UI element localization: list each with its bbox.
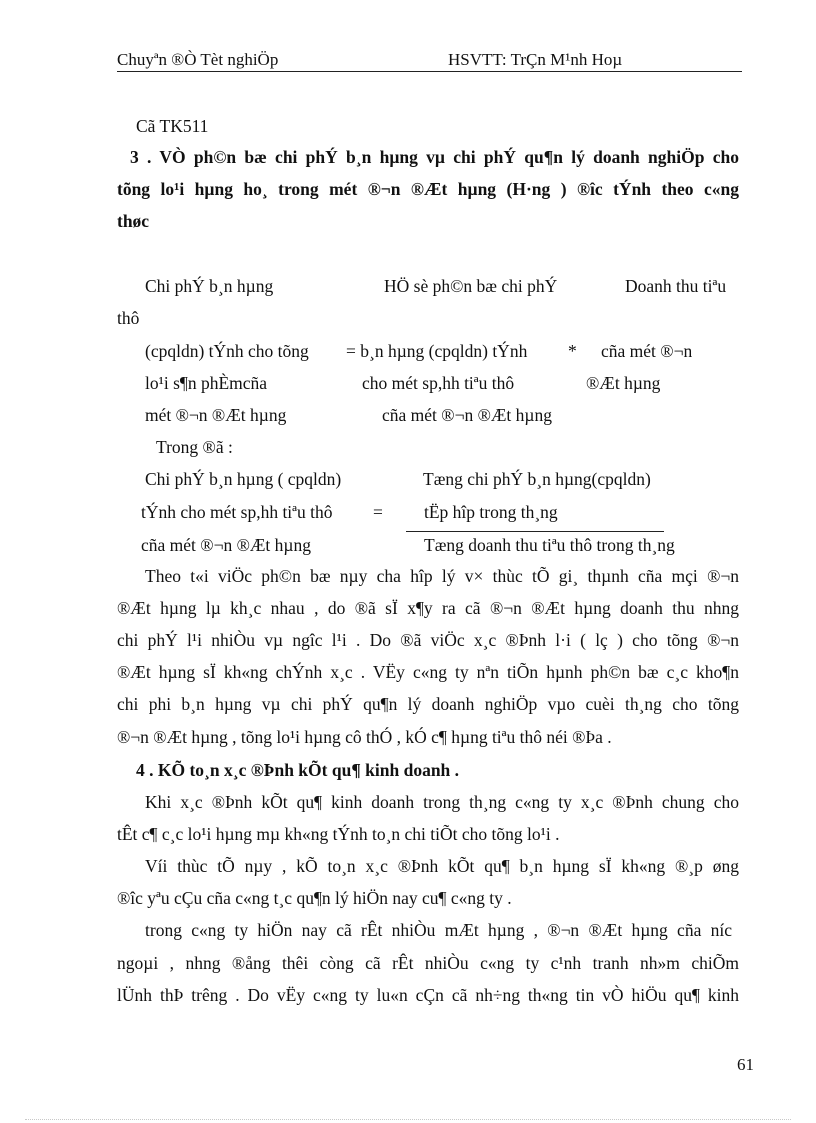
formula-term-2b: = b¸n hµng (cpqldn) tÝnh <box>346 341 528 361</box>
section-3-heading-line3: thøc <box>117 211 150 231</box>
section-4-heading: 4 . KÕ to¸n x¸c ®Þnh kÕt qu¶ kinh doanh . <box>136 760 460 780</box>
formula-term-1b: (cpqldn) tÝnh cho tõng <box>145 341 309 361</box>
def-denominator: Tæng doanh thu tiªu thô trong th¸ng <box>424 535 675 555</box>
paragraph-line: ngoµi , nhng ®ång thêi còng cã rÊt nhiÒu c«ng ty c¹nh tranh nh»m chiÕm <box>117 953 739 973</box>
paragraph-line: Víi thùc tÕ nµy , kÕ to¸n x¸c ®Þnh kÕt qu¶ b¸n hµng sÏ kh«ng ®¸p øng <box>145 856 739 876</box>
def-numerator-1: Tæng chi phÝ b¸n hµng(cpqldn) <box>423 469 651 489</box>
def-equals: = <box>373 502 383 522</box>
formula-term-2a: HÖ sè ph©n bæ chi phÝ <box>384 276 558 296</box>
page-bottom-divider <box>25 1119 791 1120</box>
formula-term-3a-cont: thô <box>117 308 140 328</box>
where-label: Trong ®ã : <box>156 437 233 457</box>
section-3-heading-line2: tõng lo¹i hµng ho¸ trong mét ®¬n ®Æt hµng (H·ng ) ®îc tÝnh theo c«ng <box>117 179 739 199</box>
paragraph-line: chi phÝ l¹i nhiÒu vµ ngîc l¹i . Do ®ã viÖc x¸c ®Þnh l·i ( lç ) cho tõng ®¬n <box>117 630 739 650</box>
header-rule <box>117 71 742 72</box>
def-left-1: Chi phÝ b¸n hµng ( cpqldn) <box>145 469 342 489</box>
paragraph-line: chi phi b¸n hµng vµ chi phÝ qu¶n lý doanh nghiÖp vµo cuèi th¸ng cho tõng <box>117 694 739 714</box>
formula-term-3b: cña mét ®¬n <box>601 341 693 361</box>
formula-term-3a: Doanh thu tiªu <box>625 276 727 296</box>
def-numerator-2: tËp hîp trong th¸ng <box>424 502 558 522</box>
formula-term-1c: lo¹i s¶n phÈmcña <box>145 373 268 393</box>
paragraph-line: ®îc yªu cÇu cña c«ng t¸c qu¶n lý hiÖn nay cu¶ c«ng ty . <box>117 888 512 908</box>
formula-term-2c: cho mét sp,hh tiªu thô <box>362 373 515 393</box>
section-3-heading: 3 . VÒ ph©n bæ chi phÝ b¸n hµng vµ chi phÝ qu¶n lý doanh nghiÖp cho <box>130 147 739 167</box>
header-right: HSVTT: TrÇn M¹nh Hoµ <box>448 50 623 69</box>
paragraph-line: trong c«ng ty hiÖn nay cã rÊt nhiÒu mÆt hµng , ®¬n ®Æt hµng cña níc <box>145 920 732 940</box>
formula-term-1a: Chi phÝ b¸n hµng <box>145 276 274 296</box>
def-left-3: cña mét ®¬n ®Æt hµng <box>141 535 311 555</box>
formula-term-2d: cña mét ®¬n ®Æt hµng <box>382 405 552 425</box>
paragraph-line: tÊt c¶ c¸c lo¹i hµng mµ kh«ng tÝnh to¸n chi tiÕt cho tõng lo¹i . <box>117 824 560 844</box>
header-left: Chuyªn ®Ò Tèt nghiÖp <box>117 50 279 69</box>
formula-multiply: * <box>568 341 577 361</box>
paragraph-line: ®¬n ®Æt hµng , tõng lo¹i hµng cô thÓ , kÓ c¶ hµng tiªu thô néi ®Þa . <box>117 727 612 747</box>
paragraph-line: Khi x¸c ®Þnh kÕt qu¶ kinh doanh trong th¸ng c«ng ty x¸c ®Þnh chung cho <box>145 792 739 812</box>
paragraph-line: Theo t«i viÖc ph©n bæ nµy cha hîp lý v× thùc tÕ gi¸ thµnh cña mçi ®¬n <box>145 566 739 586</box>
account-line: Cã TK511 <box>136 116 209 136</box>
paragraph-line: lÜnh thÞ trêng . Do vËy c«ng ty lu«n cÇn cã nh÷ng th«ng tin vÒ hiÖu qu¶ kinh <box>117 985 739 1005</box>
paragraph-line: ®Æt hµng lµ kh¸c nhau , do ®ã sÏ x¶y ra cã ®¬n ®Æt hµng doanh thu nhng <box>117 598 739 618</box>
def-left-2: tÝnh cho mét sp,hh tiªu thô <box>141 502 333 522</box>
page-number: 61 <box>737 1055 754 1074</box>
formula-term-3c: ®Æt hµng <box>586 373 661 393</box>
fraction-bar <box>406 531 664 532</box>
formula-term-1d: mét ®¬n ®Æt hµng <box>145 405 287 425</box>
paragraph-line: ®Æt hµng sÏ kh«ng chÝnh x¸c . VËy c«ng ty nªn tiÕn hµnh ph©n bæ c¸c kho¶n <box>117 662 739 682</box>
